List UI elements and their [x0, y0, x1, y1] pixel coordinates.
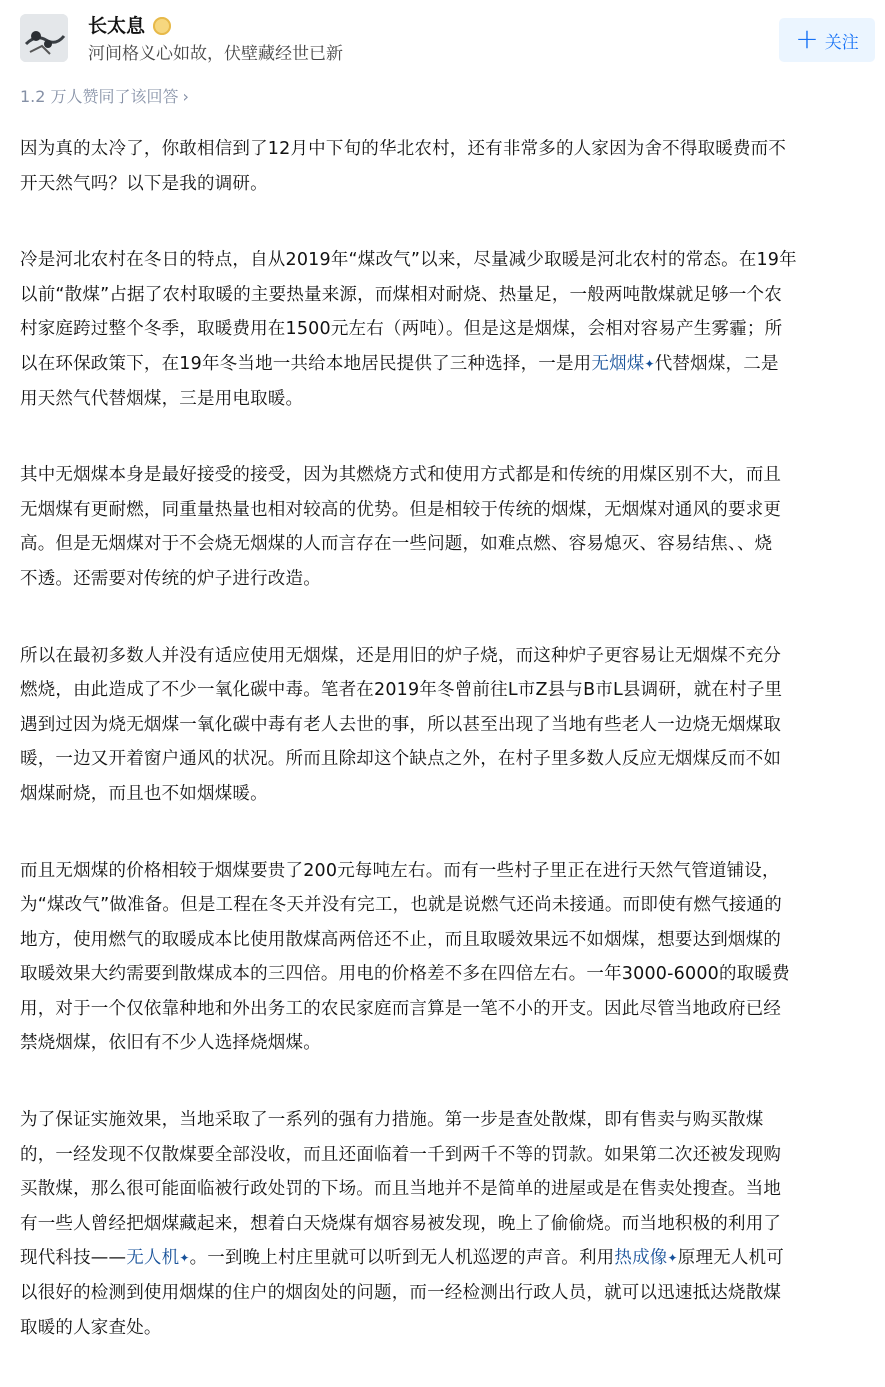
upvote-text: 1.2 万人赞同了该回答	[20, 87, 179, 106]
follow-button[interactable]	[779, 18, 875, 62]
spark-icon: ✦	[179, 1251, 190, 1266]
paragraph-2	[20, 243, 868, 416]
paragraph-3: 其中无烟煤本身是最好接受的接受，因为其燃烧方式和使用方式都是和传统的用煤区别不大，而且 无烟煤有更耐燃，同重量热量也相对较高的优势。但是相较于传统的烟煤，无烟煤对通风的要求更 高。但是无烟煤对于不会烧无烟煤的人而言存在一些问题，如难点燃、容易熄灭、容易结焦、、烧 不透。还需要对传统的炉子进行改造。	[20, 465, 782, 589]
paragraph-1: 因为真的太冷了，你敢相信到了12月中下旬的华北农村，还有非常多的人家因为舍不得取暖费而不 开天然气吗？以下是我的调研。	[20, 139, 787, 194]
paragraph-5: 而且无烟煤的价格相较于烟煤要贵了200元每吨左右。而有一些村子里正在进行天然气管道铺设， 为“煤改气”做准备。但是工程在冬天并没有完工，也就是说燃气还尚未接通。而即使有燃气接通的 地方，使用燃气的取暖成本比使用散煤高两倍还不止，而且取暖效果远不如烟煤，想要达到烟煤的 取暖效果大约需要到散煤成本的三四倍。用电的价格差不多在四倍左右。一年3000-6000的取暖费 用，对于一个仅依靠种地和外出务工的农民家庭而言算是一笔不小的开支。因此尽管当地政府已经 禁烧烟煤，依旧有不少人选择烧烟煤。	[20, 860, 790, 1054]
spark-icon: ✦	[667, 1251, 678, 1266]
paragraph-4: 所以在最初多数人并没有适应使用无烟煤，还是用旧的炉子烧，而这种炉子更容易让无烟煤不充分 燃烧，由此造成了不少一氧化碳中毒。笔者在2019年冬曾前往L市Z县与B市L县调研，就在村子里 遇到过因为烧无烟煤一氧化碳中毒有老人去世的事，所以甚至出现了当地有些老人一边烧无烟煤取 暖，一边又开着窗户通风的状况。所而且除却这个缺点之外，在村子里多数人反应无烟煤反而不如 烟煤耐烧，而且也不如烟煤暖。	[20, 645, 783, 804]
paragraph-6-mid: 。一到晚上村庄里就可以听到无人机巡逻的声音。利用	[189, 1248, 615, 1269]
paragraph-6-tail: 原理无人机可 以很好的检测到使用烟煤的住户的烟囱处的问题，而一经检测出行政人员，就可以迅速抵达烧散煤 取暖的人家查处。	[20, 1248, 784, 1338]
plus-icon: +	[795, 21, 819, 55]
avatar-image	[20, 14, 68, 62]
spark-icon: ✦	[644, 356, 655, 371]
link-drone[interactable]: 无人机	[126, 1248, 180, 1269]
follow-label: 关注	[824, 32, 859, 53]
link-thermal-imaging[interactable]: 热成像	[614, 1248, 668, 1269]
paragraph-2-tail: 代替烟煤，二是 用天然气代替烟煤，三是用电取暖。	[20, 353, 779, 409]
answer-header	[0, 0, 885, 78]
paragraph-6	[20, 1103, 868, 1345]
author-name-row[interactable]	[88, 14, 171, 38]
medal-icon	[153, 17, 171, 35]
author-bio: 河间格义心如故，伏壁藏经世已新	[88, 44, 343, 64]
answer-content	[20, 132, 868, 1387]
upvote-count[interactable]	[20, 86, 189, 108]
chevron-right-icon: ›	[182, 87, 189, 106]
link-wuyanmei[interactable]: 无烟煤	[591, 353, 645, 374]
paragraph-6-text: 为了保证实施效果，当地采取了一系列的强有力措施。第一步是查处散煤，即有售卖与购买散煤 的，一经发现不仅散煤要全部没收，而且还面临着一千到两千不等的罚款。如果第二次还被发现购 买散煤，那么很可能面临被行政处罚的下场。而且当地并不是简单的进屋或是在售卖处搜查。当地 有一些人曾经把烟煤藏起来，想着白天烧煤有烟容易被发现，晚上了偷偷烧。而当地积极的利用了 现代科技——	[20, 1110, 782, 1269]
avatar[interactable]	[20, 14, 68, 62]
author-name[interactable]: 长太息	[88, 15, 146, 37]
paragraph-2-text: 冷是河北农村在冬日的特点，自从2019年“煤改气”以来，尽量减少取暖是河北农村的常态。在19年 以前“散煤”占据了农村取暖的主要热量来源，而煤相对耐烧、热量足，一般两吨散煤就足够一个农 村家庭跨过整个冬季，取暖费用在1500元左右（两吨）。但是这是烟煤，会相对容易产生雾霾；所 以在环保政策下，在19年冬当地一共给本地居民提供了三种选择，一是用	[20, 250, 797, 374]
